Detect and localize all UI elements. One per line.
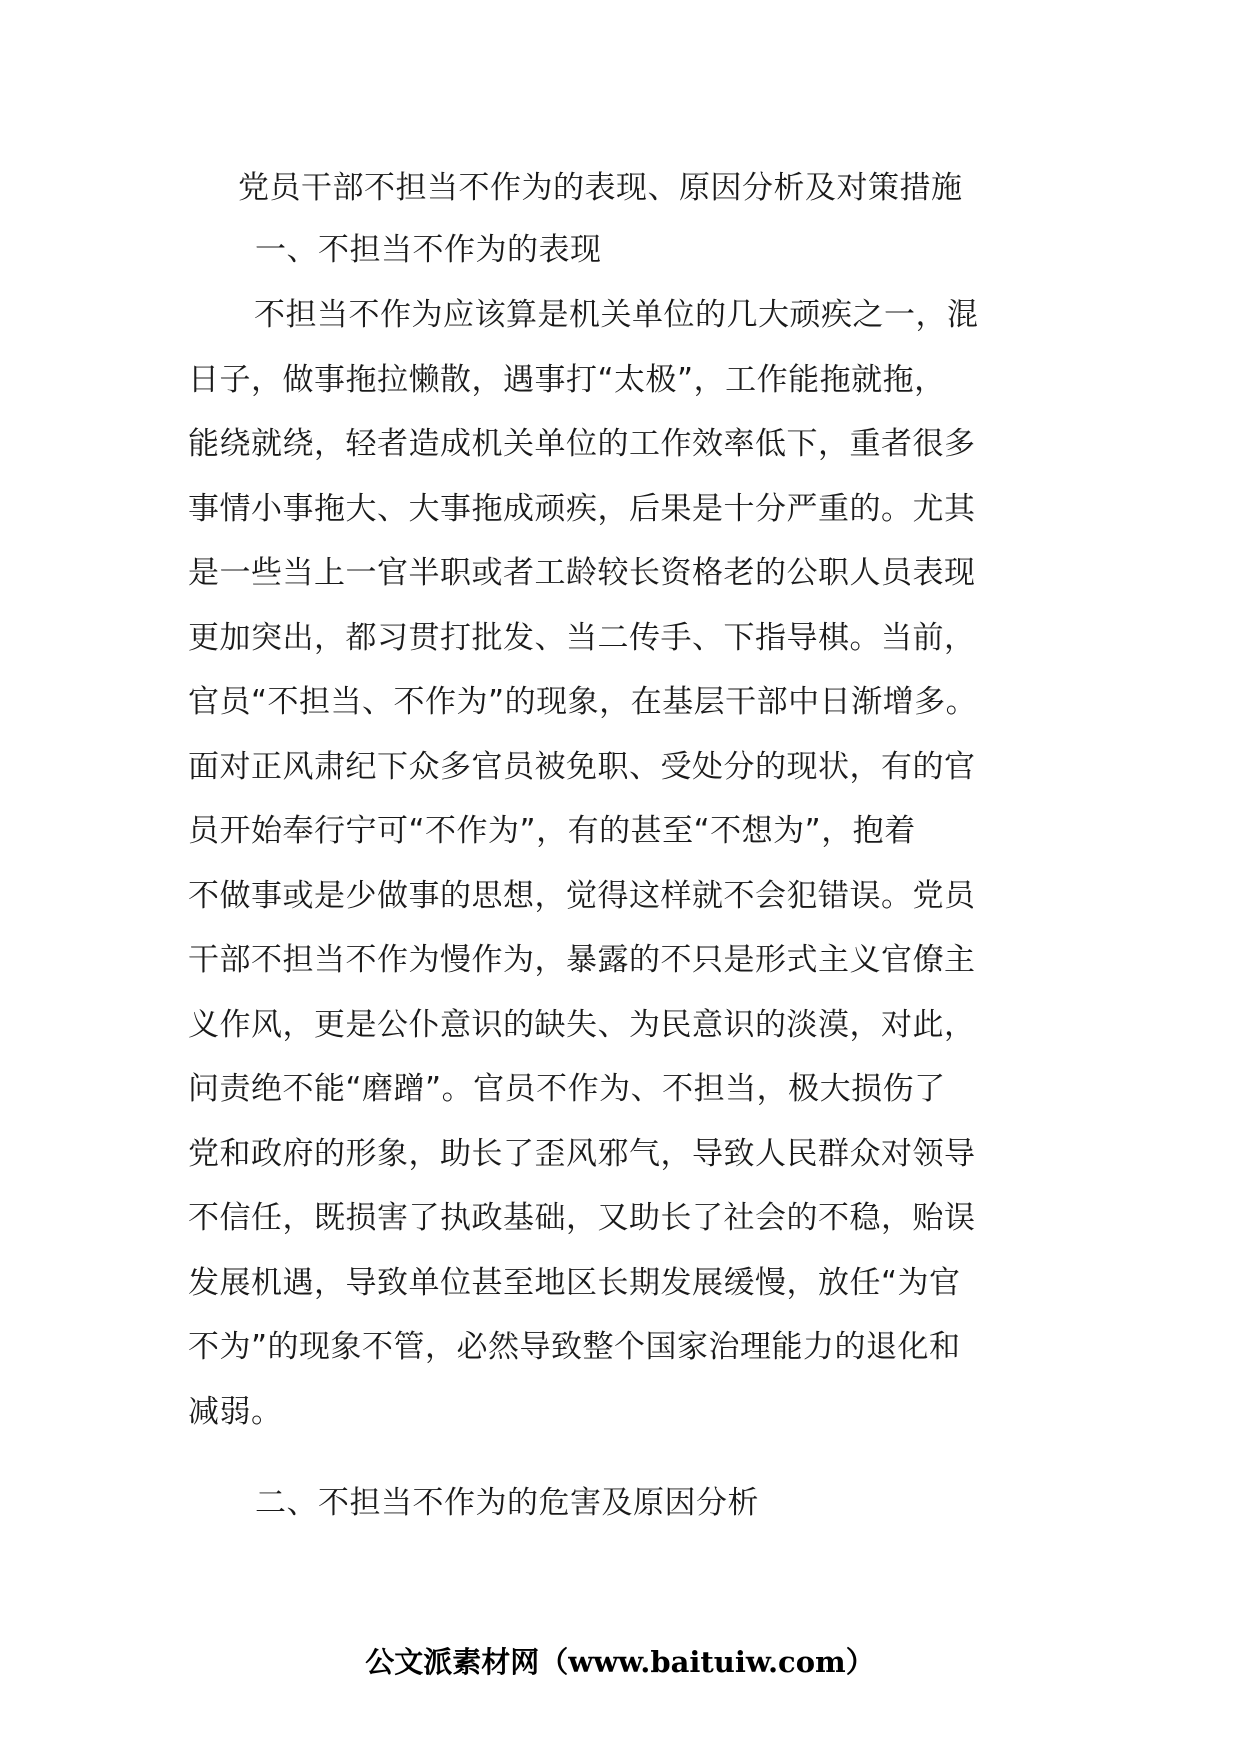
paragraph-line: 更加突出，都习贯打批发、当二传手、下指导棋。当前， <box>188 619 976 656</box>
paragraph-line: 问责绝不能“磨蹭”。官员不作为、不担当，极大损伤了 <box>188 1071 946 1107</box>
paragraph-line: 员开始奉行宁可“不作为”，有的甚至“不想为”，抱着 <box>188 813 916 849</box>
paragraph-line: 不做事或是少做事的思想，觉得这样就不会犯错误。党员 <box>188 877 976 914</box>
paragraph-line: 不为”的现象不管，必然导致整个国家治理能力的退化和 <box>188 1329 961 1365</box>
body-paragraph <box>188 283 1208 1444</box>
paragraph-line: 官员“不担当、不作为”的现象，在基层干部中日渐增多。 <box>188 684 978 720</box>
footer-watermark: 公文派素材网（www.baituiw.com） <box>365 1645 875 1679</box>
paragraph-line: 干部不担当不作为慢作为，暴露的不只是形式主义官僚主 <box>188 942 976 978</box>
paragraph-line: 能绕就绕，轻者造成机关单位的工作效率低下，重者很多 <box>188 426 976 462</box>
document-title: 党员干部不担当不作为的表现、原因分析及对策措施 <box>238 170 963 206</box>
paragraph-line: 减弱。 <box>188 1393 283 1430</box>
section-heading-1: 一、不担当不作为的表现 <box>255 232 602 268</box>
section-heading-2: 二、不担当不作为的危害及原因分析 <box>255 1485 759 1521</box>
paragraph-line: 发展机遇，导致单位甚至地区长期发展缓慢，放任“为官 <box>188 1264 961 1301</box>
paragraph-line: 面对正风肃纪下众多官员被免职、受处分的现状，有的官 <box>188 748 976 785</box>
paragraph-line: 不担当不作为应该算是机关单位的几大顽疾之一，混 <box>254 297 979 333</box>
paragraph-line: 是一些当上一官半职或者工龄较长资格老的公职人员表现 <box>188 555 976 591</box>
paragraph-line: 事情小事拖大、大事拖成顽疾，后果是十分严重的。尤其 <box>188 490 976 527</box>
paragraph-line: 不信任，既损害了执政基础，又助长了社会的不稳，贻误 <box>188 1200 976 1236</box>
paragraph-line: 党和政府的形象，助长了歪风邪气，导致人民群众对领导 <box>188 1135 976 1172</box>
paragraph-line: 日子，做事拖拉懒散，遇事打“太极”，工作能拖就拖， <box>188 361 946 398</box>
paragraph-line: 义作风，更是公仆意识的缺失、为民意识的淡漠，对此， <box>188 1006 976 1043</box>
